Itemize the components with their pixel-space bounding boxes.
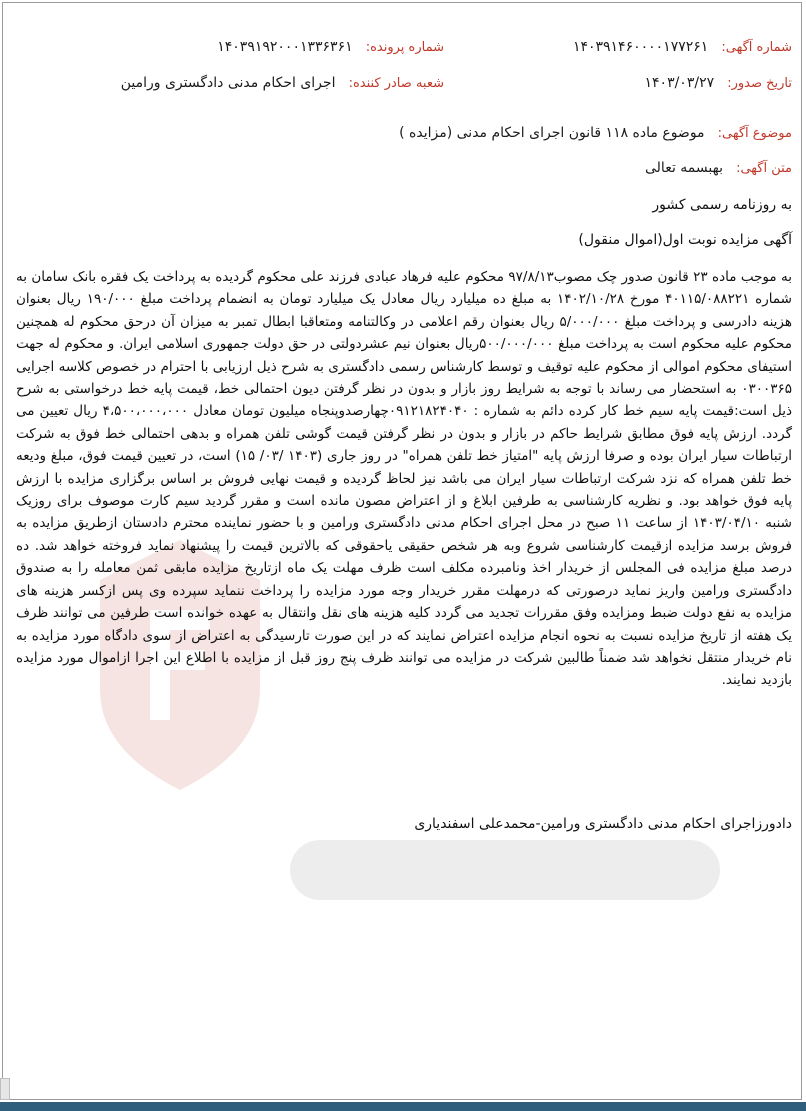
notice-subject bbox=[399, 122, 792, 141]
issue-date-field bbox=[645, 72, 792, 91]
signature-line: دادورزاجرای احکام مدنی دادگستری ورامین-محمدعلی اسفندیاری bbox=[414, 816, 792, 832]
issue-date-label: تاریخ صدور: bbox=[727, 76, 792, 91]
case-number-field bbox=[217, 36, 444, 55]
notice-body bbox=[16, 266, 792, 692]
case-number-value: ۱۴۰۳۹۱۹۲۰۰۰۱۳۳۶۳۶۱ bbox=[217, 39, 353, 55]
window-bottom-bar bbox=[0, 1102, 806, 1111]
notice-subject-value: موضوع ماده ۱۱۸ قانون اجرای احکام مدنی (مزایده ) bbox=[399, 125, 705, 141]
issuing-branch-value: اجرای احکام مدنی دادگستری ورامین bbox=[120, 75, 336, 91]
scrollbar-thumb[interactable] bbox=[0, 1078, 10, 1100]
auction-title-line: آگهی مزایده نوبت اول(اموال منقول) bbox=[578, 232, 792, 248]
case-number-label: شماره پرونده: bbox=[365, 40, 444, 55]
notice-text-opening: بهبسمه تعالی bbox=[645, 160, 723, 176]
notice-body-paragraph: به موجب ماده ۲۳ قانون صدور چک مصوب۹۷/۸/۱۳ محکوم علیه فرهاد عبادی فرزند علی محکوم گردیده به پرداخت یک فقره بانک سامان به شماره ۴۰۱۱۵/۰۸۸۲۲۱ مورخ ۱۴۰۲/۱۰/۲۸ به مبلغ ده میلیارد ریال معادل یک میلیارد تومان به انضمام پرداخت مبلغ ۱۹۰/۰۰۰ ریال بعنوان هزینه دادرسی و پرداخت مبلغ ۵/۰۰۰/۰۰۰ ریال بعنوان رقم اعلامی در وکالتنامه ومتعاقبا ابطال تمبر به میزان آن درحق محکوم له همچنین محکوم علیه محکوم است به پرداخت مبلغ ۵۰۰/۰۰۰/۰۰۰ریال بعنوان نیم عشردولتی در حق دولت جمهوری اسلامی ایران. و محکوم له جهت استیفای محکوم اموالی از محکوم علیه توقیف و توسط کارشناس رسمی دادگستری به شرح ذیل ارزیابی با احترام در خصوص کلاسه اجرایی ۰۳۰۰۳۶۵ به استحضار می رساند با توجه به شرایط روز بازار و بدون در نظر گرفتن دیون احتمالی خط، قیمت پایه خط درخواستی به شرح ذیل است:قیمت پایه سیم خط کار کرده دائم به شماره : ۰۹۱۲۱۸۲۴۰۴۰چهارصدوپنجاه میلیون تومان معادل ۴،۵۰۰،۰۰۰،۰۰۰ ریال تعیین می گردد. ارزش پایه فوق مطابق شرایط حاکم در بازار و بدون در نظر گرفتن قیمت گوشی تلفن همراه و بدهی احتمالی خط فوق به شرکت ارتباطات سیار ایران بوده و صرفا ارزش پایه "امتیاز خط تلفن همراه" در روز جاری (۱۴۰۳ /۰۳/ ۱۵) است، در تعیین قیمت فوق، مبلغ ودیعه خط تلفن همراه که نزد شرکت ارتباطات سیار ایران می باشد نیز لحاظ گردیده و قیمت نهایی فروش بر اساس برگزاری مزایده با ارزش پایه فوق خواهد بود. و نظریه کارشناسی به طرفین ابلاغ و از اعتراض مصون مانده است و مقرر گردید سیم کارت موصوف برای روزیک شنبه ۱۴۰۳/۰۴/۱۰ از ساعت ۱۱ صبح در محل اجرای احکام مدنی دادگستری ورامین و با حضور نماینده محترم دادستان ازطریق مزایده به فروش برسد مزایده ازقیمت کارشناسی شروع وبه هر شخص حقیقی یاحقوقی که بالاترین قیمت را پیشنهاد نماید فروخته خواهد شد. ده درصد مبلغ مزایده فی المجلس از خریدار اخذ ونامبرده مکلف است ظرف مهلت یک ماه ازتاریخ مزایده مابقی ثمن معامله را به صندوق دادگستری ورامین واریز نماید درصورتی که درمهلت مقرر خریدار وجه مورد مزایده را پرداخت ننماید سپرده وی پس ازکسر هزینه های مزایده به نفع دولت ضبط ومزایده وفق مقررات تجدید می گردد کلیه هزینه های نقل وانتقال به عهده خوانده است طرفین می توانند ظرف یک هفته از تاریخ مزایده نسبت به نحوه انجام مزایده اعتراض نمایند که در این صورت تارسیدگی به اعتراض از سوی دادگاه مورد مزایده به نام خریدار منتقل نخواهد شد ضمناً طالبین شرکت در مزایده می توانند ظرف پنج روز قبل از مزایده با اطلاع این اجرا ازاموال مورد مزایده بازدید نمایند. bbox=[16, 269, 793, 689]
issue-date-value: ۱۴۰۳/۰۳/۲۷ bbox=[644, 75, 715, 91]
official-gazette-line: به روزنامه رسمی کشور bbox=[652, 197, 792, 213]
notice-number-label: شماره آگهی: bbox=[721, 40, 792, 55]
notice-text-label: متن آگهی: bbox=[736, 161, 792, 176]
issuing-branch-label: شعبه صادر کننده: bbox=[348, 76, 444, 91]
notice-subject-label: موضوع آگهی: bbox=[717, 126, 792, 141]
notice-number-field bbox=[573, 36, 792, 55]
notice-number-value: ۱۴۰۳۹۱۴۶۰۰۰۰۱۷۷۲۶۱ bbox=[572, 39, 709, 55]
issuing-branch-field bbox=[121, 72, 444, 91]
notice-text-header bbox=[645, 157, 792, 176]
